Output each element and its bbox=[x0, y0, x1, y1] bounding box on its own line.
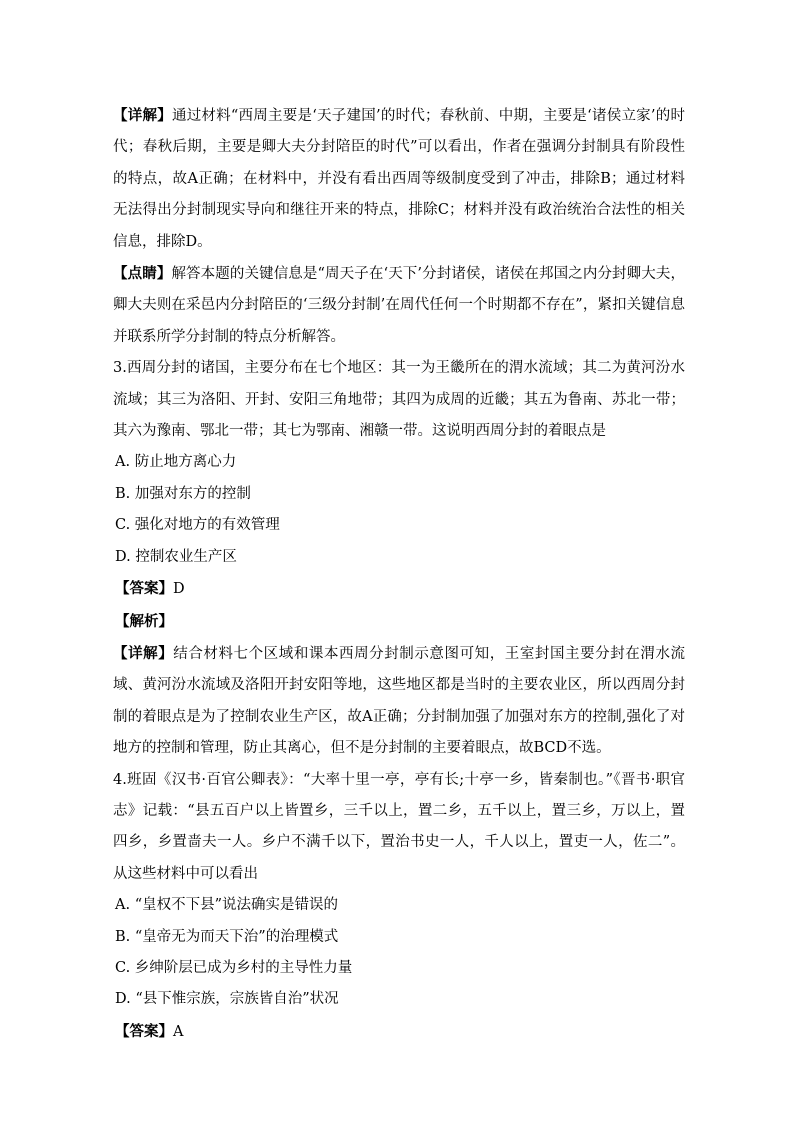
comment-tag: 【点睛】 bbox=[113, 265, 172, 283]
paragraph-detail-q2 bbox=[113, 100, 685, 258]
analysis-tag: 【解析】 bbox=[115, 612, 173, 630]
question-3-answer bbox=[113, 573, 685, 605]
question-3-analysis-heading bbox=[113, 606, 685, 638]
question-3-stem bbox=[113, 353, 685, 447]
comment-text: 解答本题的关键信息是“周天子在‘天下’分封诸侯，诸侯在邦国之内分封卿大夫，卿大夫则在采邑内分封陪臣的‘三级分封制’在周代任何一个时期都不存在”，紧扣关键信息并联系所学分封制的特点分析解答。 bbox=[113, 266, 685, 345]
answer-value: D bbox=[173, 581, 185, 598]
question-4-option-b: B. “皇帝无为而天下治”的治理模式 bbox=[115, 928, 339, 945]
answer-value: A bbox=[173, 1023, 184, 1040]
question-3-option-b: B. 加强对东方的控制 bbox=[115, 485, 251, 502]
question-4-option-d: D. “县下惟宗族，宗族皆自治”状况 bbox=[115, 991, 339, 1008]
detail-tag: 【详解】 bbox=[113, 644, 174, 662]
question-4-answer bbox=[113, 1016, 685, 1048]
question-4-option-c: C. 乡绅阶层已成为乡村的主导性力量 bbox=[115, 959, 353, 976]
document-body bbox=[113, 100, 685, 1048]
detail-text: 结合材料七个区域和课本西周分封制示意图可知，王室封国主要分封在渭水流域、黄河汾水流域及洛阳开封安阳等地，这些地区都是当时的主要农业区，所以西周分封制的着眼点是为了控制农业生产区，故A正确；分封制加强了加强对东方的控制,强化了对地方的控制和管理，防止其离心，但不是分封制的主要着眼点，故BCD不选。 bbox=[113, 645, 686, 757]
question-4-option-a: A. “皇权不下县”说法确实是错误的 bbox=[115, 897, 339, 914]
question-3-text: 3.西周分封的诸国，主要分布在七个地区：其一为王畿所在的渭水流域；其二为黄河汾水流域；其三为洛阳、开封、安阳三角地带；其四为成周的近畿；其五为鲁南、苏北一带；其六为豫南、鄂北一带；其七为鄂南、湘赣一带。这说明西周分封的着眼点是 bbox=[113, 360, 685, 440]
question-3-option-c: C. 强化对地方的有效管理 bbox=[115, 517, 280, 534]
answer-tag: 【答案】 bbox=[115, 1022, 173, 1040]
question-4-text: 4.班固《汉书·百官公卿表》：“大率十里一亭，亭有长;十亭一乡，皆秦制也。”《晋书·职官志》记载：“县五百户以上皆置乡，三千以上，置二乡，五千以上，置三乡，万以上，置四乡，乡置啬夫一人。乡户不满千以下，置治书史一人，千人以上，置吏一人，佐二”。从这些材料中可以看出 bbox=[113, 771, 685, 882]
paragraph-comment-q2 bbox=[113, 258, 685, 353]
answer-tag: 【答案】 bbox=[115, 580, 173, 598]
question-4-stem bbox=[113, 765, 685, 891]
detail-tag: 【详解】 bbox=[113, 107, 172, 124]
detail-text: 通过材料“西周主要是‘天子建国’的时代；春秋前、中期，主要是‘诸侯立家’的时代；春秋后期，主要是卿大夫分封陪臣的时代”可以看出，作者在强调分封制具有阶段性的特点，故A正确；在材料中，并没有看出西周等级制度受到了冲击，排除B；通过材料无法得出分封制现实导向和继往开来的特点，排除C；材料并没有政治统治合法性的相关信息，排除D。 bbox=[113, 108, 685, 250]
question-3-option-d: D. 控制农业生产区 bbox=[115, 548, 237, 565]
question-3-option-a: A. 防止地方离心力 bbox=[115, 454, 237, 471]
paragraph-detail-q3 bbox=[113, 638, 685, 765]
